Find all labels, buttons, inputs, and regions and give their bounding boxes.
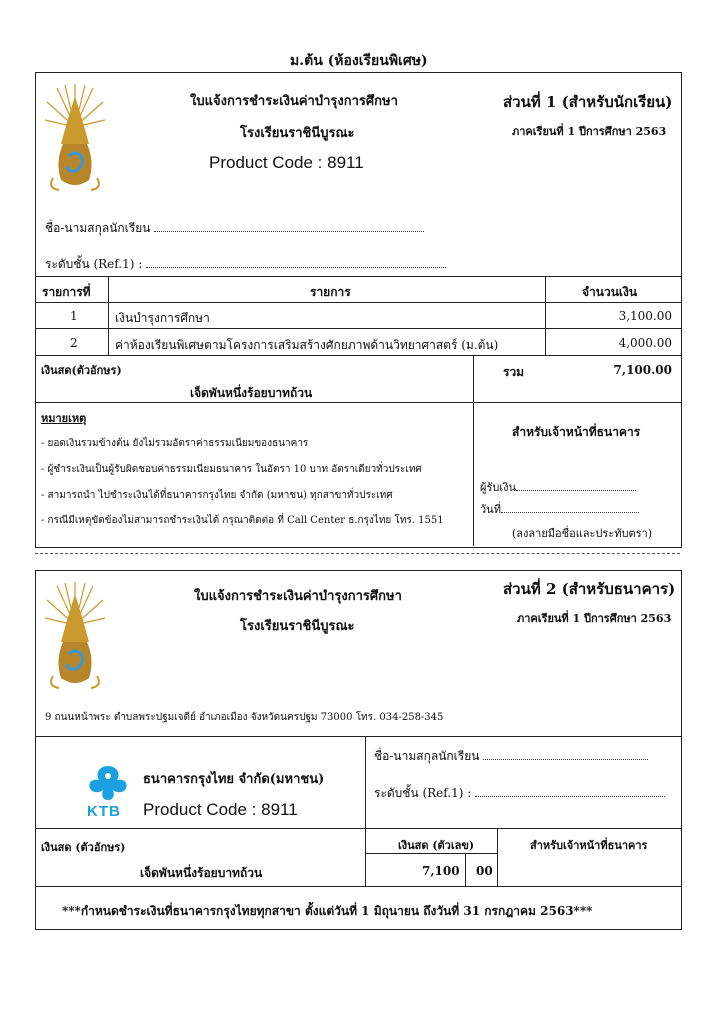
part2-bank-officer-title: สำหรับเจ้าหน้าที่ธนาคาร	[530, 839, 648, 852]
cut-line	[35, 553, 680, 554]
note-1: - ยอดเงินรวมข้างต้น ยังไม่รวมอัตราค่าธรรมเนียมของธนาคาร	[41, 438, 309, 449]
part2-cash-words: เจ็ดพันหนึ่งร้อยบาทถ้วน	[140, 866, 263, 880]
part1-section: ส่วนที่ 1 (สำหรับนักเรียน)	[503, 93, 673, 111]
receiver-field[interactable]	[516, 480, 636, 491]
part1-product-code: Product Code : 8911	[209, 153, 364, 172]
part2-cash-words-label: เงินสด (ตัวอักษร)	[41, 841, 126, 854]
table-row-1-item: เงินบำรุงการศึกษา	[115, 311, 210, 325]
part2-semester: ภาคเรียนที่ 1 ปีการศึกษา 2563	[517, 612, 672, 625]
school-emblem-icon	[45, 82, 105, 192]
date-field[interactable]	[501, 502, 639, 513]
part2-student-name-field[interactable]	[483, 749, 648, 760]
note-4: - กรณีมีเหตุขัดข้องไม่สามารถชำระเงินได้ กรุณาติดต่อ ที่ Call Center ธ.กรุงไทย โทร. 1551	[41, 515, 444, 526]
form-heading: ม.ต้น (ห้องเรียนพิเศษ)	[290, 53, 428, 69]
ktb-logo-text: KTB	[87, 803, 121, 820]
part2-cash-number-label: เงินสด (ตัวเลข)	[398, 839, 475, 852]
school-address: 9 ถนนหน้าพระ ตำบลพระปฐมเจดีย์ อำเภอเมือง จังหวัดนครปฐม 73000 โทร. 034-258-345	[45, 712, 444, 723]
part1-student-name-label: ชื่อ-นามสกุลนักเรียน	[45, 219, 424, 238]
part2-section: ส่วนที่ 2 (สำหรับธนาคาร)	[503, 580, 676, 598]
notes-title: หมายเหตุ	[41, 412, 87, 425]
part1-school: โรงเรียนราชินีบูรณะ	[240, 126, 355, 141]
note-3: - สามารถนำ ไปชำระเงินได้ที่ธนาคารกรุงไทย จำกัด (มหาชน) ทุกสาขาทั่วประเทศ	[41, 490, 393, 501]
table-row-2-item: ค่าห้องเรียนพิเศษตามโครงการเสริมสร้างศักยภาพด้านวิทยาศาสตร์ (ม.ต้น)	[115, 338, 499, 352]
receiver-label: ผู้รับเงิน	[480, 478, 636, 496]
table-row-1-no: 1	[70, 309, 78, 323]
part2-title: ใบแจ้งการชำระเงินค่าบำรุงการศึกษา	[194, 589, 402, 604]
payment-deadline: ***กำหนดชำระเงินที่ธนาคารกรุงไทยทุกสาขา ตั้งแต่วันที่ 1 มิถุนายน ถึงวันที่ 31 กรกฎาคม 2563***	[62, 904, 593, 918]
grade-field[interactable]	[146, 257, 446, 268]
part2-school: โรงเรียนราชินีบูรณะ	[240, 619, 355, 634]
student-name-field[interactable]	[154, 221, 424, 232]
note-2: - ผู้ชำระเงินเป็นผู้รับผิดชอบค่าธรรมเนียมธนาคาร ในอัตรา 10 บาท อัตราเดียวทั่วประเทศ	[41, 464, 422, 475]
table-row-2-amount: 4,000.00	[618, 336, 672, 350]
part2-product-code: Product Code : 8911	[143, 800, 298, 819]
table-header-no: รายการที่	[42, 285, 91, 299]
part1-total: 7,100.00	[613, 363, 672, 377]
date-label: วันที่	[480, 500, 639, 518]
part1-semester: ภาคเรียนที่ 1 ปีการศึกษา 2563	[512, 125, 667, 138]
part2-grade-label: ระดับชั้น (Ref.1) :	[374, 784, 665, 803]
part1-grade-label: ระดับชั้น (Ref.1) :	[45, 255, 446, 274]
part2-cash-satang: 00	[476, 864, 493, 878]
part1-bank-officer-title: สำหรับเจ้าหน้าที่ธนาคาร	[512, 425, 641, 439]
part1-title: ใบแจ้งการชำระเงินค่าบำรุงการศึกษา	[190, 94, 398, 109]
bank-name: ธนาคารกรุงไทย จำกัด(มหาชน)	[143, 772, 325, 787]
part1-cash-words-label: เงินสด(ตัวอักษร)	[41, 364, 122, 377]
signature-note: (ลงลายมือชื่อและประทับตรา)	[512, 527, 652, 540]
part1-total-label: รวม	[503, 365, 525, 379]
table-row-2-no: 2	[70, 336, 78, 350]
table-row-1-amount: 3,100.00	[618, 309, 672, 323]
part2-cash-baht: 7,100	[422, 864, 460, 878]
table-header-amount: จำนวนเงิน	[582, 285, 638, 299]
school-emblem-icon	[45, 580, 105, 690]
part2-student-name-label: ชื่อ-นามสกุลนักเรียน	[374, 747, 648, 766]
table-header-item: รายการ	[310, 285, 351, 299]
part2-grade-field[interactable]	[475, 786, 665, 797]
part1-cash-words: เจ็ดพันหนึ่งร้อยบาทถ้วน	[190, 386, 313, 400]
